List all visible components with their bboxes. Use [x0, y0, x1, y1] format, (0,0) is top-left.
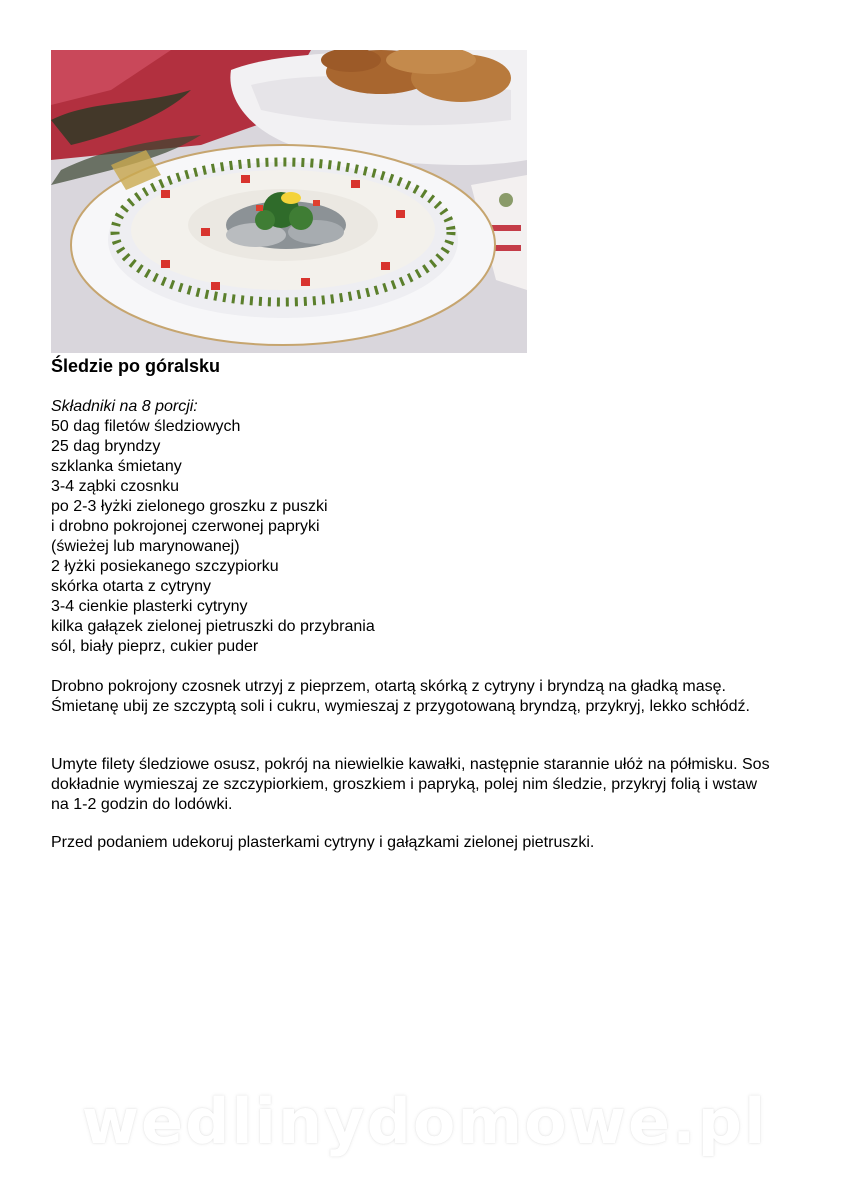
- ingredients-list: [51, 397, 375, 657]
- ingredients-heading: Składniki na 8 porcji:: [51, 398, 198, 415]
- ingredient-item: (świeżej lub marynowanej): [51, 538, 240, 555]
- instruction-paragraph-1: Drobno pokrojony czosnek utrzyj z pieprzem, otartą skórką z cytryny i bryndzą na gładką masę. Śmietanę ubij ze szczyptą soli i cukru, wymieszaj z przygotowaną bryndzą, przykryj, lekko schłódź.: [51, 678, 750, 715]
- ingredient-item: kilka gałązek zielonej pietruszki do przybrania: [51, 618, 375, 635]
- ingredient-item: 3-4 ząbki czosnku: [51, 478, 180, 495]
- ingredient-item: 3-4 cienkie plasterki cytryny: [51, 598, 248, 615]
- ingredient-item: 25 dag bryndzy: [51, 438, 161, 455]
- site-watermark: wedlinydomowe.pl: [81, 1085, 768, 1158]
- dish-photo-illustration: [51, 50, 527, 353]
- instruction-paragraph-2: Umyte filety śledziowe osusz, pokrój na niewielkie kawałki, następnie starannie ułóż na półmisku. Sos dokładnie wymieszaj ze szczypiorkiem, groszkiem i papryką, polej nim śledzie, przykryj folią i wstaw na 1-2 godzin do lodówki.: [51, 756, 770, 813]
- ingredient-item: po 2-3 łyżki zielonego groszku z puszki: [51, 498, 328, 515]
- ingredient-item: 2 łyżki posiekanego szczypiorku: [51, 558, 279, 575]
- instruction-paragraph-3: Przed podaniem udekoruj plasterkami cytryny i gałązkami zielonej pietruszki.: [51, 834, 595, 851]
- recipe-title: Śledzie po góralsku: [51, 356, 221, 376]
- ingredient-item: 50 dag filetów śledziowych: [51, 418, 241, 435]
- ingredient-item: sól, biały pieprz, cukier puder: [51, 638, 259, 655]
- ingredient-item: skórka otarta z cytryny: [51, 578, 212, 595]
- ingredient-item: i drobno pokrojonej czerwonej papryki: [51, 518, 320, 535]
- ingredient-item: szklanka śmietany: [51, 458, 182, 475]
- dish-photo: [51, 50, 527, 353]
